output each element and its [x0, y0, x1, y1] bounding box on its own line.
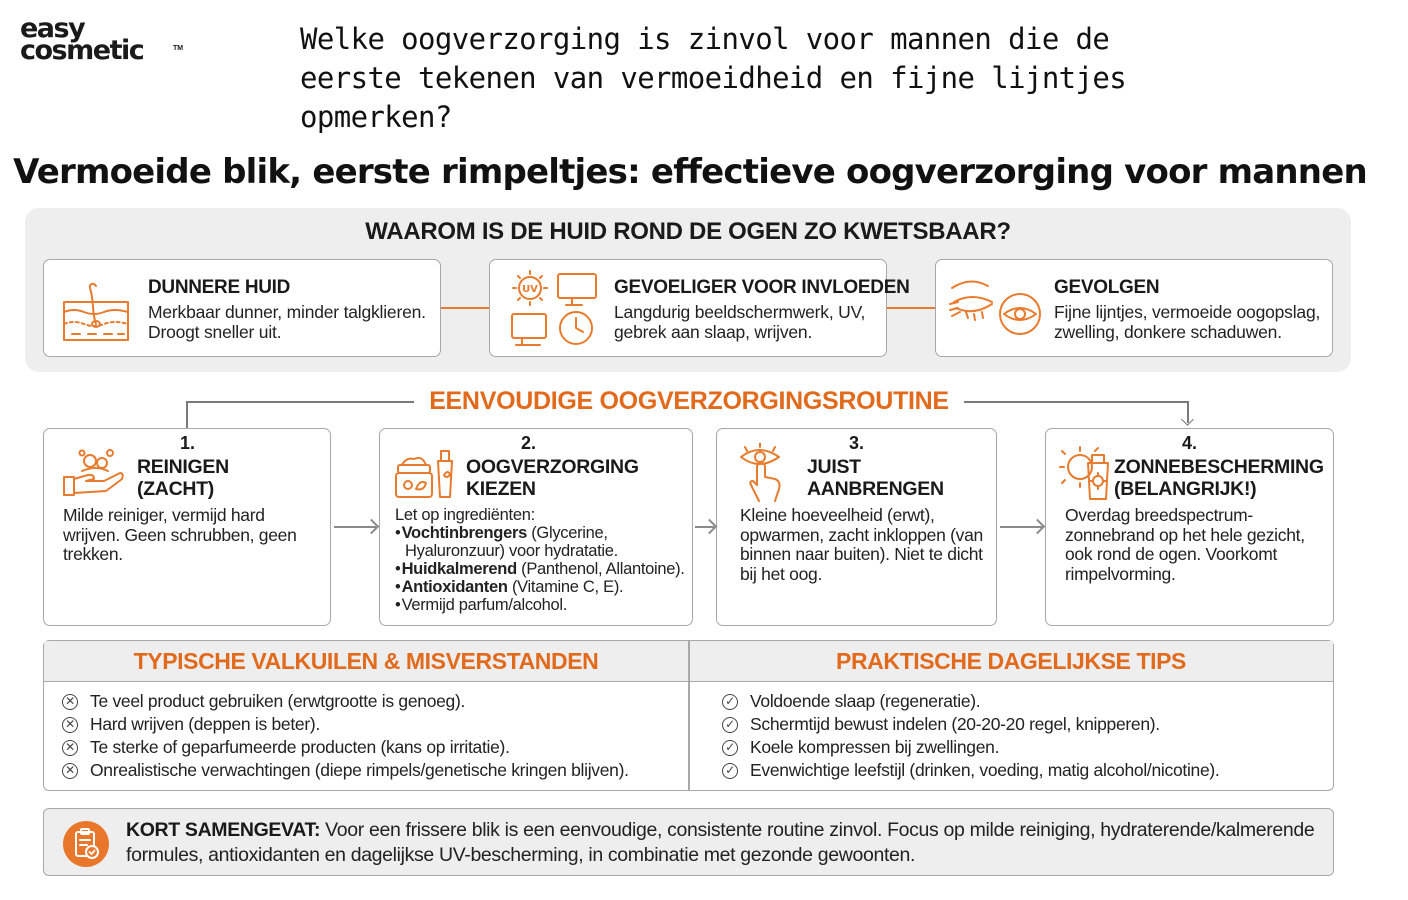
- tip-item: ✓ Koele kompressen bij zwellingen.: [722, 736, 1322, 759]
- tip-item: ✓ Voldoende slaap (regeneratie).: [722, 690, 1322, 713]
- step-number: 4.: [1182, 433, 1198, 453]
- step-body: Overdag breedspectrum-zonnebrand op het hele gezicht, ook rond de ogen. Voorkomt rimpelvorming.: [1065, 505, 1305, 584]
- pitfalls-list: [62, 690, 682, 782]
- ingredient-item: • Vochtinbrengers (Glycerine, Hyaluronzuur) voor hydratatie.: [395, 524, 618, 560]
- brand-line-2: cosmetic: [20, 35, 144, 66]
- ingredients-intro: Let op ingrediënten:: [395, 506, 535, 524]
- laptop-icon: [512, 314, 546, 345]
- brand-line-1: easy: [20, 13, 85, 44]
- pitfall-item: ✕ Te sterke of geparfumeerde producten (kans op irritatie).: [62, 736, 682, 759]
- why-card-text: Langdurig beeldschermwerk, UV, gebrek aan slaap, wrijven.: [614, 302, 866, 342]
- why-section-title: WAAROM IS DE HUID ROND DE OGEN ZO KWETSBAAR?: [365, 218, 1011, 245]
- step-body: [395, 506, 691, 614]
- summary-text: KORT SAMENGEVAT: Voor een frissere blik is een eenvoudige, consistente routine zinvol. Focus op milde reiniging, hydraterende/kalmerende formules, antioxidanten en dagelijkse UV-bescherming, in combinatie met gezonde gewoonten.: [126, 819, 1315, 866]
- why-card-sensitive: [489, 259, 910, 357]
- uv-label: UV: [522, 284, 538, 295]
- tips-title: PRAKTISCHE DAGELIJKSE TIPS: [836, 648, 1186, 674]
- pitfall-item: ✕ Onrealistische verwachtingen (diepe rimpels/genetische kringen blijven).: [62, 759, 682, 782]
- why-card-title: GEVOELIGER VOOR INVLOEDEN: [614, 277, 910, 298]
- why-card-title: DUNNERE HUID: [148, 277, 291, 298]
- step-number: 1.: [180, 433, 196, 453]
- why-card-text: Fijne lijntjes, vermoeide oogopslag, zwelling, donkere schaduwen.: [1054, 302, 1321, 342]
- summary-label: KORT SAMENGEVAT:: [126, 819, 321, 841]
- step-title: JUIST AANBRENGEN: [807, 456, 944, 500]
- page-question: Welke oogverzorging is zinvol voor mannen die de eerste tekenen van vermoeidheid en fijne lijntjes opmerken?: [300, 22, 1127, 134]
- tips-list: [722, 690, 1322, 782]
- check-circle-icon: ✓: [722, 717, 738, 733]
- x-circle-icon: ✕: [62, 740, 78, 756]
- step-title: ZONNEBESCHERMING (BELANGRIJK!): [1114, 456, 1324, 500]
- routine-section-title: EENVOUDIGE OOGVERZORGINGSROUTINE: [414, 387, 964, 416]
- clipboard-check-icon: [63, 821, 109, 867]
- why-card-title: GEVOLGEN: [1054, 277, 1160, 298]
- finger-tap-eye-icon: [737, 443, 789, 503]
- ingredient-item: • Huidkalmerend (Panthenol, Allantoine).: [395, 560, 685, 578]
- check-circle-icon: ✓: [722, 763, 738, 779]
- why-card-text: Merkbaar dunner, minder talgklieren. Droogt sneller uit.: [148, 302, 426, 342]
- clock-icon: [560, 312, 592, 344]
- routine-line-left: [186, 401, 416, 403]
- tip-item: ✓ Schermtijd bewust indelen (20-20-20 regel, knipperen).: [722, 713, 1322, 736]
- routine-step-4: [1045, 428, 1334, 626]
- check-circle-icon: ✓: [722, 740, 738, 756]
- pitfall-item: ✕ Te veel product gebruiken (erwtgrootte is genoeg).: [62, 690, 682, 713]
- routine-step-3: [716, 428, 997, 626]
- x-circle-icon: ✕: [62, 694, 78, 710]
- ingredient-item: • Antioxidanten (Vitamine C, E).: [395, 578, 624, 596]
- hand-foam-icon: [60, 447, 126, 499]
- routine-step-2: [379, 428, 693, 626]
- step-title: OOGVERZORGING KIEZEN: [466, 456, 639, 500]
- step-title: REINIGEN (ZACHT): [137, 456, 229, 500]
- step-arrow: [1000, 526, 1042, 528]
- why-card-thinner-skin: [43, 259, 441, 357]
- x-circle-icon: ✕: [62, 717, 78, 733]
- sun-sunscreen-icon: [1054, 439, 1116, 503]
- cream-jar-tube-icon: [394, 445, 464, 501]
- why-card-consequences: [935, 259, 1333, 357]
- x-circle-icon: ✕: [62, 763, 78, 779]
- step-arrow: [334, 526, 376, 528]
- ingredient-item: • Vermijd parfum/alcohol.: [395, 596, 568, 614]
- step-number: 3.: [849, 433, 865, 453]
- check-circle-icon: ✓: [722, 694, 738, 710]
- skin-layer-hair-icon: [60, 274, 132, 346]
- routine-step-1: [43, 428, 331, 626]
- page-title: Vermoeide blik, eerste rimpeltjes: effectieve oogverzorging voor mannen: [13, 152, 1367, 192]
- tired-eye-icon: [948, 274, 1044, 344]
- routine-arrowhead: [1181, 413, 1194, 426]
- pitfall-item: ✕ Hard wrijven (deppen is beter).: [62, 713, 682, 736]
- brand-logo: [20, 13, 190, 70]
- why-connector: [440, 307, 490, 309]
- monitor-icon: [558, 274, 596, 305]
- routine-line-left-drop: [186, 401, 188, 428]
- routine-line-right: [962, 401, 1188, 403]
- uv-screen-clock-icons: [508, 268, 600, 350]
- step-arrow: [695, 526, 714, 528]
- tip-item: ✓ Evenwichtige leefstijl (drinken, voeding, matig alcohol/nicotine).: [722, 759, 1322, 782]
- step-body: Kleine hoeveelheid (erwt), opwarmen, zacht inkloppen (van binnen naar buiten). Niet te dicht bij het oog.: [740, 505, 983, 584]
- why-connector: [886, 307, 936, 309]
- pitfalls-title: TYPISCHE VALKUILEN & MISVERSTANDEN: [133, 648, 599, 674]
- step-body: Milde reiniger, vermijd hard wrijven. Geen schrubben, geen trekken.: [63, 505, 297, 564]
- step-number: 2.: [521, 433, 537, 453]
- brand-trademark: TM: [173, 45, 184, 52]
